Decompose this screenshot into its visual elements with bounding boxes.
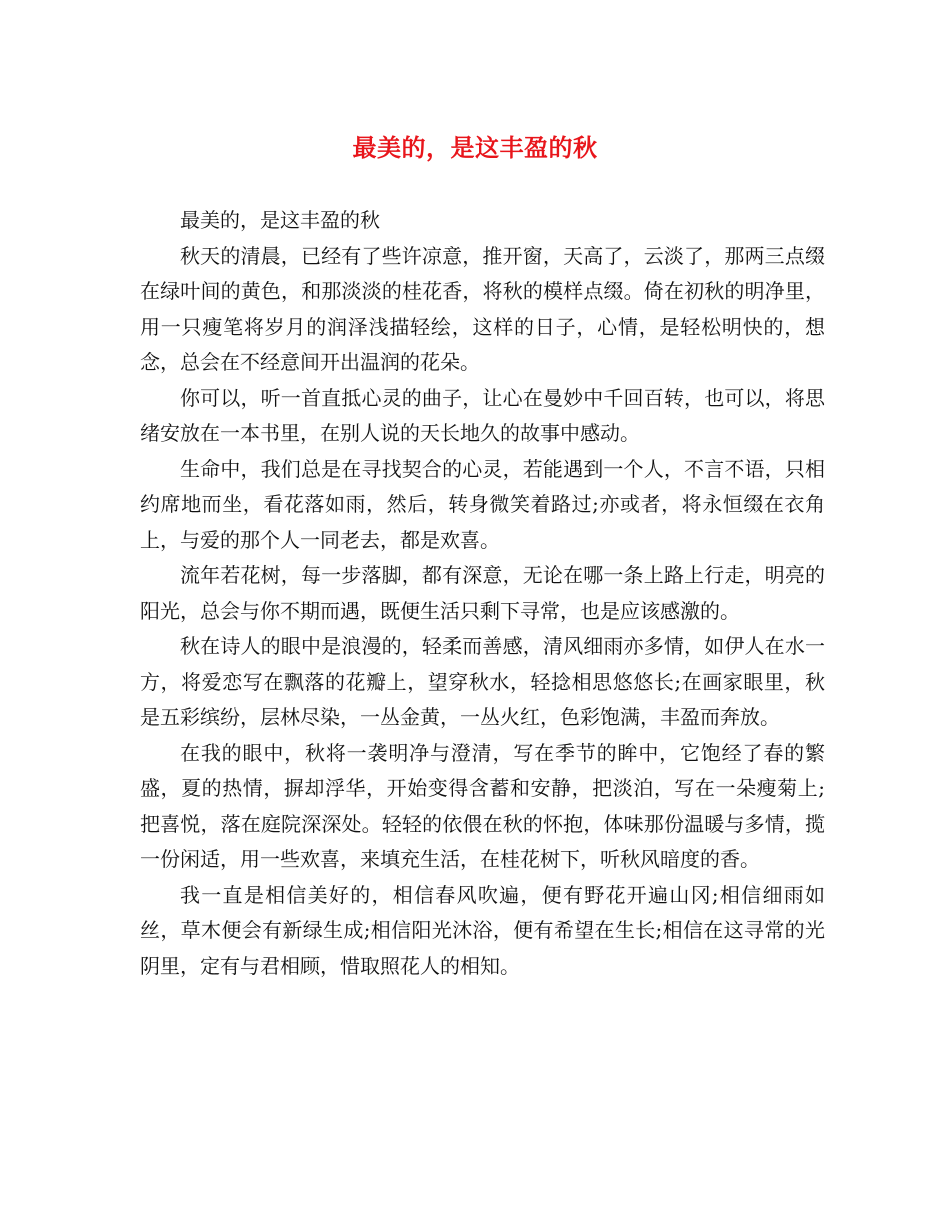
document-body <box>140 203 825 984</box>
paragraph: 我一直是相信美好的，相信春风吹遍，便有野花开遍山冈;相信细雨如丝，草木便会有新绿生成;相信阳光沐浴，便有希望在生长;相信在这寻常的光阴里，定有与君相顾，惜取照花人的相知。 <box>140 882 825 978</box>
paragraph: 最美的，是这丰盈的秋 <box>180 208 380 232</box>
paragraph: 秋在诗人的眼中是浪漫的，轻柔而善感，清风细雨亦多情，如伊人在水一方，将爱恋写在飘落的花瓣上，望穿秋水，轻捻相思悠悠长;在画家眼里，秋是五彩缤纷，层林尽染，一丛金黄，一丛火红，色彩饱满，丰盈而奔放。 <box>140 634 825 729</box>
paragraph: 流年若花树，每一步落脚，都有深意，无论在哪一条上路上行走，明亮的阳光，总会与你不期而遇，既便生活只剩下寻常，也是应该感激的。 <box>140 563 825 623</box>
paragraph: 你可以，听一首直抵心灵的曲子，让心在曼妙中千回百转，也可以，将思绪安放在一本书里，在别人说的天长地久的故事中感动。 <box>140 385 825 445</box>
document-title: 最美的，是这丰盈的秋 <box>352 133 598 162</box>
paragraph: 生命中，我们总是在寻找契合的心灵，若能遇到一个人，不言不语，只相约席地而坐，看花落如雨，然后，转身微笑着路过;亦或者，将永恒缀在衣角上，与爱的那个人一同老去，都是欢喜。 <box>140 456 825 552</box>
paragraph: 在我的眼中，秋将一袭明净与澄清，写在季节的眸中，它饱经了春的繁盛，夏的热情，摒却浮华，开始变得含蓄和安静，把淡泊，写在一朵瘦菊上;把喜悦，落在庭院深深处。轻轻的依偎在秋的怀抱，体味那份温暖与多情，揽一份闲适，用一些欢喜，来填充生活，在桂花树下，听秋风暗度的香。 <box>140 740 825 871</box>
paragraph: 秋天的清晨，已经有了些许凉意，推开窗，天高了，云淡了，那两三点缀在绿叶间的黄色，和那淡淡的桂花香，将秋的模样点缀。倚在初秋的明净里，用一只瘦笔将岁月的润泽浅描轻绘，这样的日子，心情，是轻松明快的，想念，总会在不经意间开出温润的花朵。 <box>140 243 825 374</box>
